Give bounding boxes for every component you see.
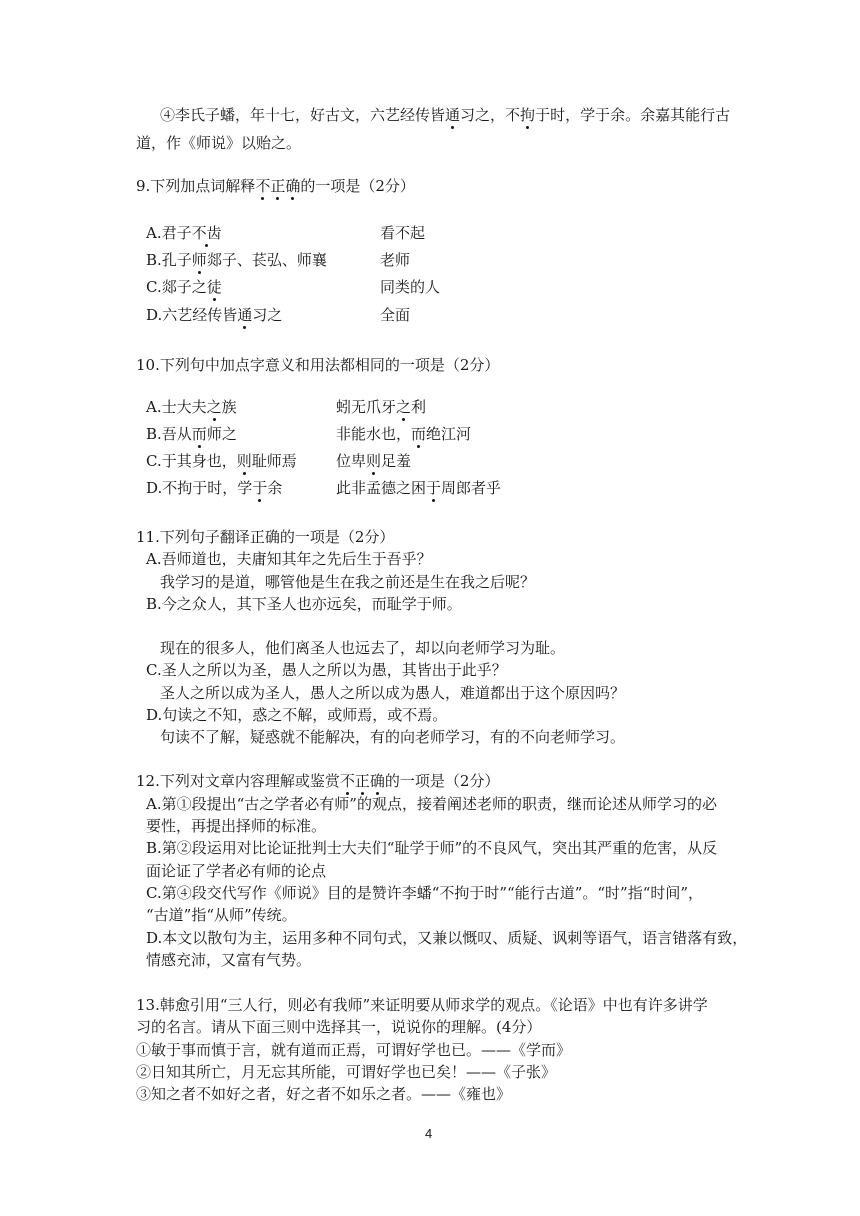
q10-option-c-right: 位卑则足羞 [336, 452, 412, 470]
q11-option-a: A.吾师道也，夫庸知其年之先后生于吾乎？ [146, 550, 432, 568]
q12-stem: 12.下列对文章内容理解或鉴赏不正确的一项是（2分） [136, 772, 500, 790]
q10-option-b-right: 非能水也，而绝江河 [336, 425, 472, 443]
q11-option-c-translation: 圣人之所以成为圣人，愚人之所以成为愚人，难道都出于这个原因吗？ [160, 684, 626, 702]
q11-option-d: D.句读之不知，惑之不解，或师焉，或不焉。 [146, 706, 448, 724]
q11-option-b-translation: 现在的很多人，他们离圣人也远去了，却以向老师学习为耻。 [160, 639, 566, 657]
q11-option-b: B.今之众人，其下圣人也亦远矣，而耻学于师。 [146, 595, 462, 613]
q9-stem: 9.下列加点词解释不正确的一项是（2分） [136, 177, 415, 195]
q12-option-b-cont: 面论证了学者必有师的论点 [146, 862, 327, 880]
q9-option-d-gloss: 全面 [380, 306, 411, 324]
q9-option-c-gloss: 同类的人 [380, 278, 441, 296]
q10-option-a-right: 蚓无爪牙之利 [336, 398, 427, 416]
q12-option-d-cont: 情感充沛，又富有气势。 [146, 951, 312, 969]
q10-stem: 10.下列句中加点字意义和用法都相同的一项是（2分） [136, 356, 500, 374]
q11-option-c: C.圣人之所以为圣，愚人之所以为愚，其皆出于此乎？ [146, 661, 507, 679]
q13-stem-line1: 13.韩愈引用“三人行，则必有我师”来证明要从师求学的观点。《论语》中也有许多讲学 [136, 996, 708, 1014]
q10-option-b: B.吾从而师之 [146, 425, 237, 443]
q9-option-b: B.孔子师郯子、苌弘、师襄 [146, 251, 327, 269]
q9-option-d: D.六艺经传皆通习之 [146, 306, 283, 324]
q11-option-d-translation: 句读不了解，疑惑就不能解决，有的向老师学习，有的不向老师学习。 [160, 728, 626, 746]
q13-quote-2: ②日知其所亡，月无忘其所能，可谓好学也已矣！——《子张》 [136, 1063, 557, 1081]
q10-option-d-right: 此非孟德之困于周郎者乎 [336, 479, 502, 497]
q12-option-a-cont: 要性，再提出择师的标准。 [146, 817, 327, 835]
q10-option-c: C.于其身也，则耻师焉 [146, 452, 297, 470]
q10-option-d: D.不拘于时，学于余 [146, 479, 283, 497]
q12-option-a: A.第①段提出“古之学者必有师”的观点，接着阐述老师的职责，继而论述从师学习的必 [146, 795, 717, 813]
q9-option-c: C.郯子之徒 [146, 278, 222, 296]
q11-stem: 11.下列句子翻译正确的一项是（2分） [136, 528, 395, 546]
q13-quote-3: ③知之者不如好之者，好之者不如乐之者。——《雍也》 [136, 1085, 512, 1103]
q12-option-c-cont: “古道”指“从师”传统。 [146, 906, 297, 924]
passage-p4-line1: ④李氏子蟠，年十七，好古文，六艺经传皆通习之，不拘于时，学于余。余嘉其能行古 [160, 106, 731, 124]
q10-option-a: A.士大夫之族 [146, 398, 237, 416]
q9-option-b-gloss: 老师 [380, 251, 411, 269]
q9-option-a-gloss: 看不起 [380, 224, 426, 242]
q12-option-c: C.第④段交代写作《师说》目的是赞许李蟠“不拘于时”“能行古道”。“时”指“时间”， [146, 884, 704, 902]
q9-option-a: A.君子不齿 [146, 224, 222, 242]
q13-quote-1: ①敏于事而慎于言，就有道而正焉，可谓好学也已。——《学而》 [136, 1041, 572, 1059]
q12-option-b: B.第②段运用对比论证批判士大夫们“耻学于师”的不良风气，突出其严重的危害，从反 [146, 839, 718, 857]
passage-p4-line2: 道，作《师说》以贻之。 [136, 134, 302, 152]
q12-option-d: D.本文以散句为主，运用多种不同句式，又兼以慨叹、质疑、讽刺等语气，语言错落有致， [146, 929, 748, 947]
q13-stem-line2: 习的名言。请从下面三则中选择其一，说说你的理解。(4分） [136, 1018, 542, 1036]
page-number: 4 [425, 1126, 433, 1141]
q11-option-a-translation: 我学习的是道，哪管他是生在我之前还是生在我之后呢？ [160, 573, 536, 591]
